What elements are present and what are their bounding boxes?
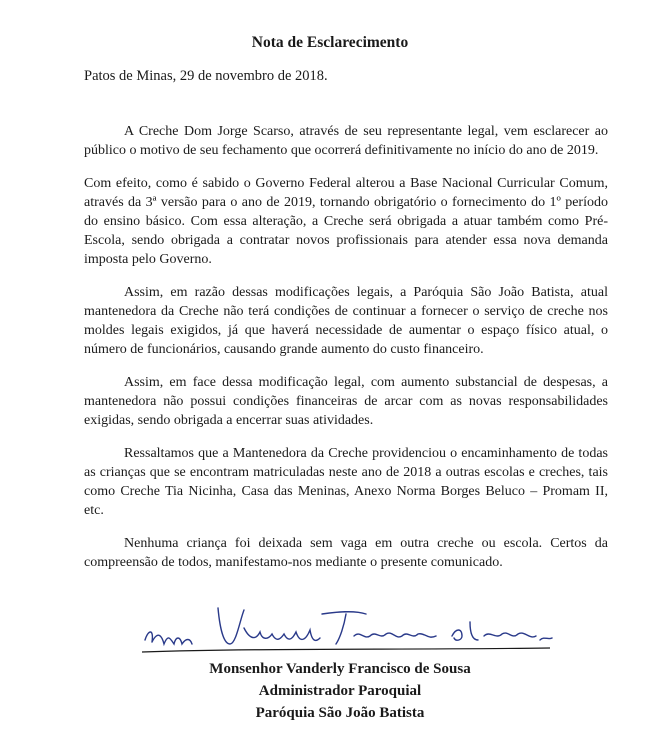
document-body bbox=[84, 122, 608, 586]
document-title: Nota de Esclarecimento bbox=[251, 34, 409, 51]
paragraph-3: Assim, em razão dessas modificações legais, a Paróquia São João Batista, atual mantenedora da Creche não terá condições de continuar a fornecer o serviço de creche nos moldes legais exigidos, já que haverá necessidade de aumentar o espaço físico atual, o número de funcionários, causando grande aumento do custo financeiro. bbox=[84, 285, 608, 357]
signer-name: Monsenhor Vanderly Francisco de Sousa bbox=[209, 661, 471, 677]
paragraph-1: A Creche Dom Jorge Scarso, através de seu representante legal, vem esclarecer ao público o motivo de seu fechamento que ocorrerá definitivamente no início do ano de 2019. bbox=[84, 124, 608, 158]
signer-organization: Paróquia São João Batista bbox=[255, 705, 425, 721]
handwritten-signature bbox=[140, 600, 560, 660]
paragraph-6: Nenhuma criança foi deixada sem vaga em outra creche ou escola. Certos da compreensão de todos, manifestamo-nos mediante o presente comunicado. bbox=[84, 536, 608, 570]
dateline: Patos de Minas, 29 de novembro de 2018. bbox=[84, 68, 328, 84]
paragraph-4: Assim, em face dessa modificação legal, com aumento substancial de despesas, a mantenedora não possui condições financeiras de arcar com as novas responsabilidades exigidas, sendo obrigada a encerrar suas atividades. bbox=[84, 375, 608, 428]
signer-role: Administrador Paroquial bbox=[258, 683, 422, 699]
paragraph-5: Ressaltamos que a Mantenedora da Creche providenciou o encaminhamento de todas as crianças que se encontram matriculadas neste ano de 2018 a outras escolas e creches, tais como Creche Tia Nicinha, Casa das Meninas, Anexo Norma Borges Beluco – Promam II, etc. bbox=[84, 446, 608, 518]
paragraph-2: Com efeito, como é sabido o Governo Federal alterou a Base Nacional Curricular Comum, através da 3ª versão para o ano de 2019, tornando obrigatório o fornecimento do 1º período do ensino básico. Com essa alteração, a Creche será obrigada a atuar também como Pré-Escola, sendo obrigada a contratar novos profissionais para atender essa nova demanda imposta pelo Governo. bbox=[84, 176, 608, 267]
